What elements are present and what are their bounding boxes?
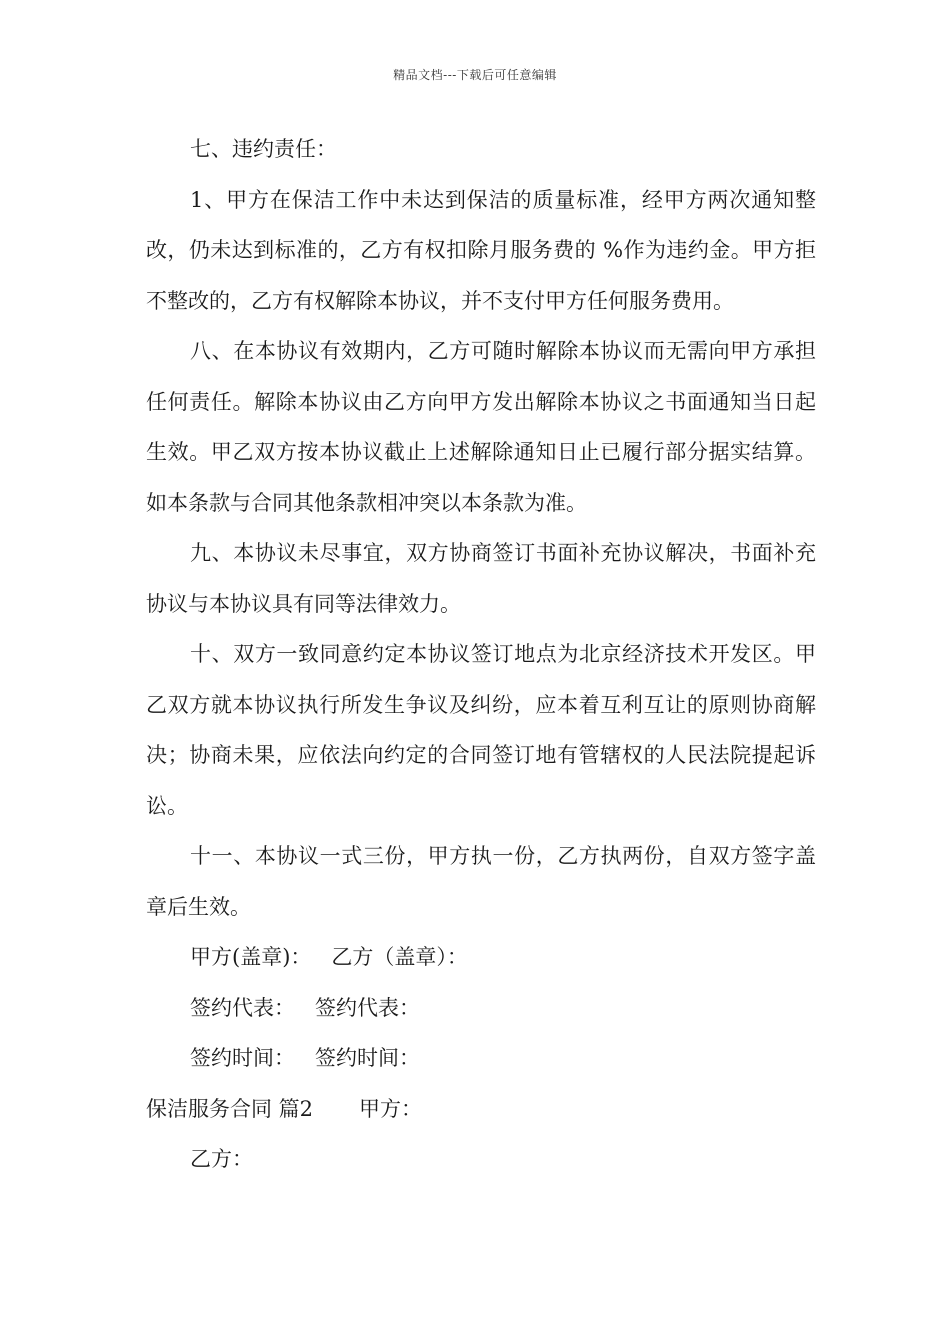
next-contract-title: 保洁服务合同 篇2: [146, 1096, 314, 1121]
party-b-time-label: 签约时间：: [315, 1046, 420, 1070]
section-11-paragraph: 十一、本协议一式三份，甲方执一份，乙方执两份，自双方签字盖章后生效。: [146, 844, 816, 919]
party-a-seal-label: 甲方(盖章)：: [190, 945, 312, 969]
signature-seal-row: [146, 932, 816, 983]
party-b-seal-label: 乙方（盖章）：: [331, 945, 468, 969]
next-contract-party-a: 甲方：: [359, 1096, 423, 1121]
party-a-representative-label: 签约代表：: [190, 995, 295, 1020]
next-contract-title-row: [146, 1084, 816, 1135]
signature-time-row: [146, 1033, 816, 1084]
party-b-representative-label: 签约代表：: [315, 995, 420, 1020]
section-7-clause-1: 1、甲方在保洁工作中未达到保洁的质量标准，经甲方两次通知整改，仍未达到标准的，乙方有权扣除月服务费的 %作为违约金。甲方拒不整改的，乙方有权解除本协议，并不支付甲方任何服务费用。: [146, 187, 816, 313]
document-body: [146, 124, 816, 1185]
page-header: 精品文档---下载后可任意编辑: [393, 68, 557, 82]
section-8-paragraph: 八、在本协议有效期内，乙方可随时解除本协议而无需向甲方承担任何责任。解除本协议由乙方向甲方发出解除本协议之书面通知当日起生效。甲乙双方按本协议截止上述解除通知日止已履行部分据实结算。如本条款与合同其他条款相冲突以本条款为准。: [146, 339, 816, 515]
signature-representative-row: [146, 983, 816, 1034]
section-9-paragraph: 九、本协议未尽事宜，双方协商签订书面补充协议解决，书面补充协议与本协议具有同等法律效力。: [146, 541, 816, 616]
section-7-heading: 七、违约责任：: [190, 137, 337, 161]
next-contract-party-b: 乙方：: [190, 1147, 253, 1171]
section-10-paragraph: 十、双方一致同意约定本协议签订地点为北京经济技术开发区。甲乙双方就本协议执行所发生争议及纠纷，应本着互利互让的原则协商解决；协商未果，应依法向约定的合同签订地有管辖权的人民法院提起诉讼。: [146, 642, 816, 818]
party-a-time-label: 签约时间：: [190, 1046, 295, 1070]
